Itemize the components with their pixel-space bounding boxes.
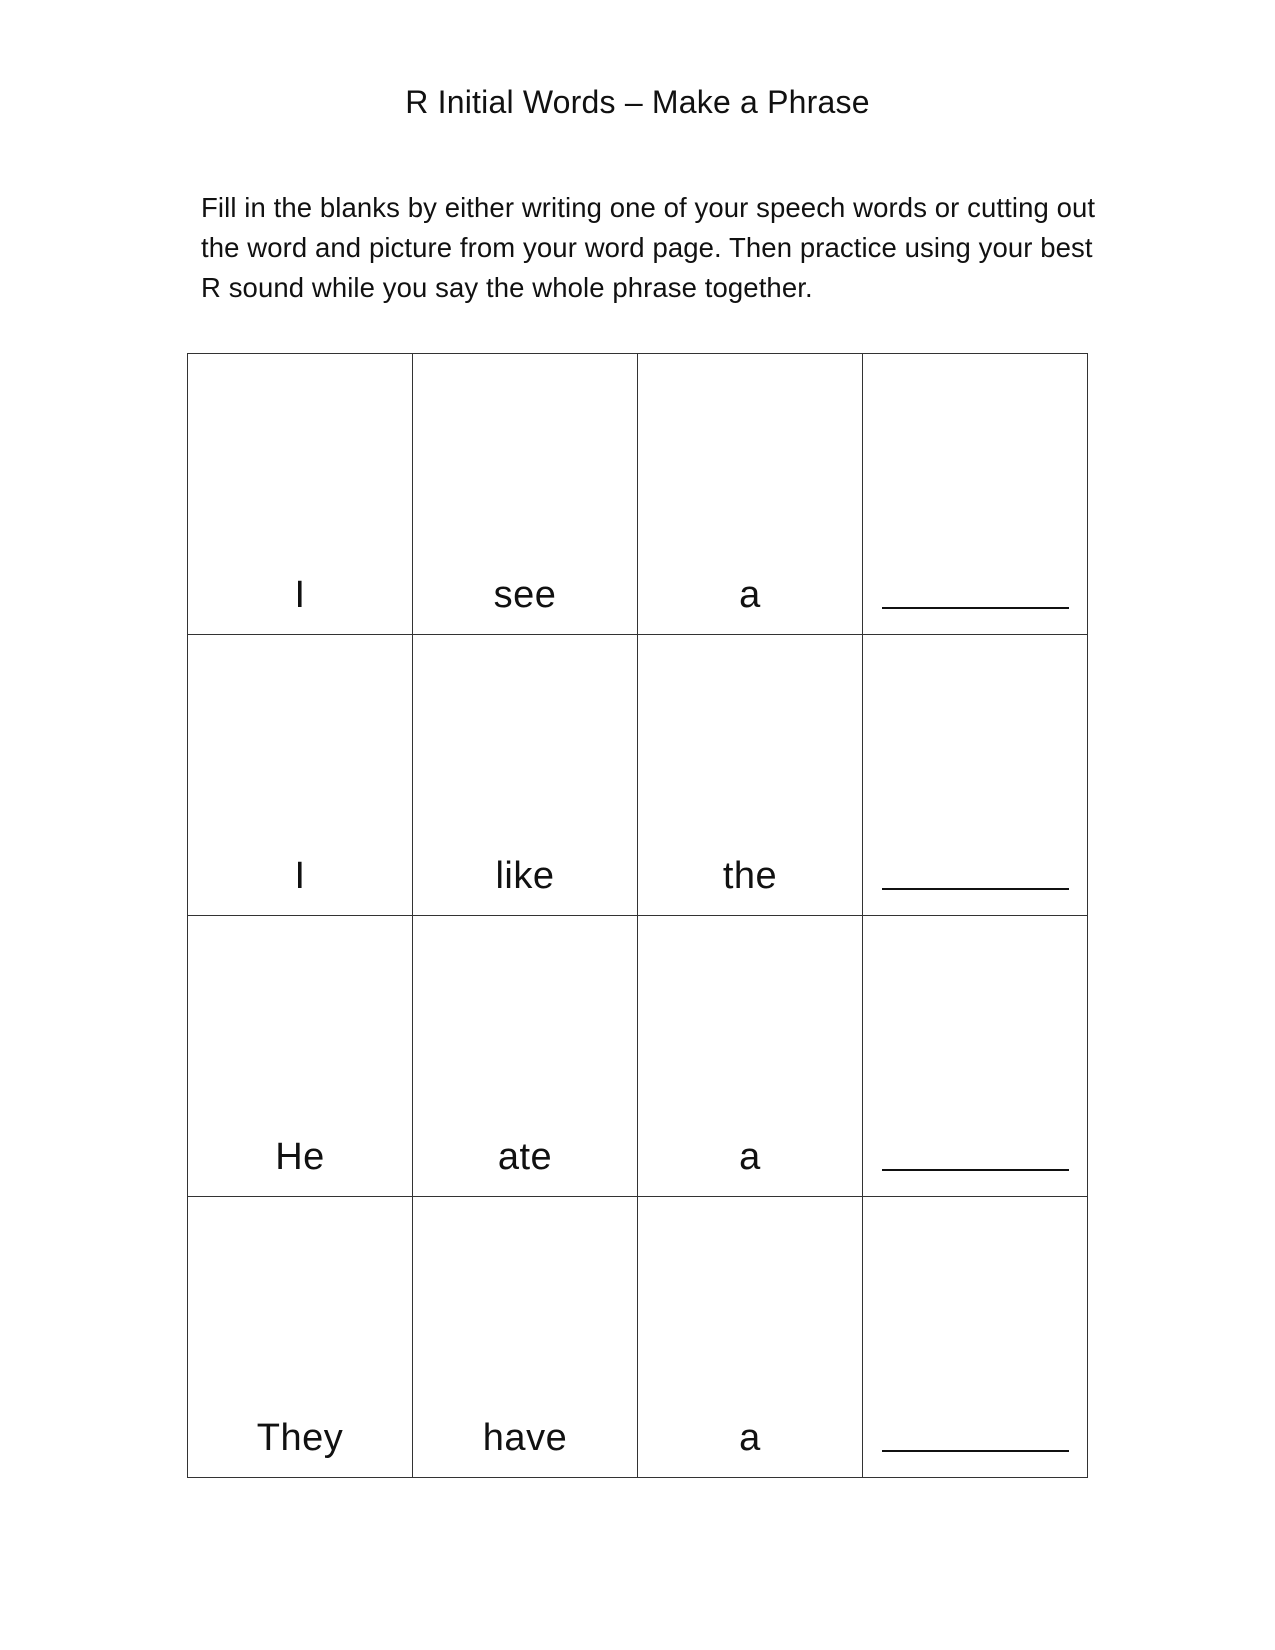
phrase-cell — [638, 635, 863, 916]
phrase-word: a — [739, 1417, 761, 1459]
blank-cell[interactable] — [863, 1197, 1088, 1478]
phrase-cell — [188, 635, 413, 916]
phrase-row — [188, 354, 1088, 635]
page-title: R Initial Words – Make a Phrase — [405, 84, 870, 120]
phrase-cell — [638, 916, 863, 1197]
phrase-word: They — [256, 1417, 344, 1459]
phrase-cell — [413, 635, 638, 916]
fill-in-blank-line[interactable] — [882, 1169, 1069, 1171]
phrase-grid — [187, 353, 1088, 1478]
instructions-text: Fill in the blanks by either writing one of your speech words or cutting out the word and picture from your word page. Then practice using your best R sound while you say the whole phrase together. — [201, 192, 1096, 303]
phrase-cell — [638, 354, 863, 635]
phrase-word: I — [294, 574, 306, 616]
fill-in-blank-line[interactable] — [882, 1450, 1069, 1452]
phrase-cell — [638, 1197, 863, 1478]
phrase-cell — [188, 916, 413, 1197]
phrase-word: see — [493, 574, 557, 616]
phrase-word: have — [482, 1417, 568, 1459]
phrase-cell — [413, 916, 638, 1197]
phrase-cell — [188, 1197, 413, 1478]
phrase-cell — [188, 354, 413, 635]
phrase-word: a — [739, 1136, 761, 1178]
phrase-row — [188, 635, 1088, 916]
phrase-word: a — [739, 574, 761, 616]
fill-in-blank-line[interactable] — [882, 607, 1069, 609]
phrase-word: the — [722, 855, 778, 897]
phrase-word: I — [294, 855, 306, 897]
phrase-word: He — [275, 1136, 325, 1178]
blank-cell[interactable] — [863, 635, 1088, 916]
fill-in-blank-line[interactable] — [882, 888, 1069, 890]
phrase-cell — [413, 1197, 638, 1478]
phrase-row — [188, 916, 1088, 1197]
phrase-word: like — [495, 855, 555, 897]
phrase-word: ate — [497, 1136, 553, 1178]
blank-cell[interactable] — [863, 354, 1088, 635]
phrase-cell — [413, 354, 638, 635]
blank-cell[interactable] — [863, 916, 1088, 1197]
phrase-row — [188, 1197, 1088, 1478]
